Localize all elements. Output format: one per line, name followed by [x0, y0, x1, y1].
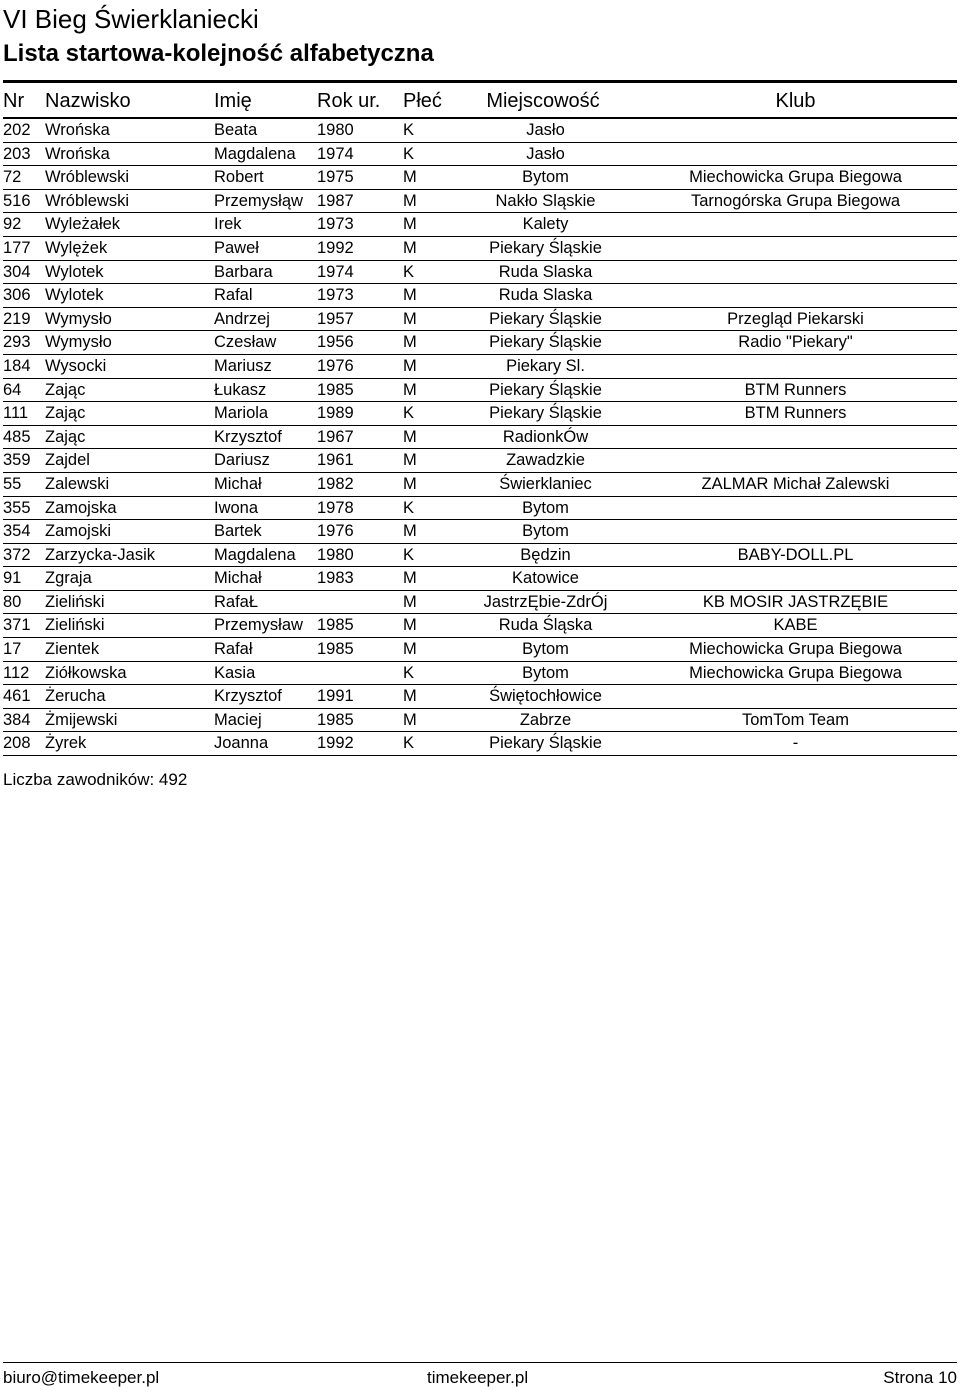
cell-miejscowosc: Katowice — [512, 569, 579, 588]
cell-miejscowosc: Bytom — [522, 498, 569, 517]
cell-miejscowosc: Piekary Śląskie — [489, 380, 602, 399]
cell-plec: M — [403, 356, 417, 375]
cell-miejscowosc: Świerklaniec — [499, 474, 592, 493]
header-plec: Płeć — [403, 90, 442, 112]
cell-nazwisko: Zając — [45, 380, 86, 399]
cell-rok: 1974 — [317, 262, 354, 281]
cell-rok: 1985 — [317, 380, 354, 399]
cell-miejscowosc: Nakło Sląskie — [495, 191, 596, 210]
table-row — [3, 685, 957, 709]
cell-plec: M — [403, 309, 417, 328]
cell-nazwisko: Wrońska — [45, 144, 110, 163]
cell-rok: 1985 — [317, 616, 354, 635]
cell-nazwisko: Zając — [45, 427, 86, 446]
start-list-table — [3, 85, 957, 756]
footer-rule — [3, 1362, 957, 1363]
table-row — [3, 308, 957, 332]
cell-nr: 17 — [3, 640, 22, 659]
cell-nazwisko: Zamojska — [45, 498, 117, 517]
cell-nazwisko: Wylotek — [45, 262, 104, 281]
cell-rok: 1956 — [317, 333, 354, 352]
cell-nr: 92 — [3, 215, 22, 234]
cell-nazwisko: Wróblewski — [45, 168, 130, 187]
cell-klub: Przegląd Piekarski — [727, 309, 864, 328]
cell-rok: 1991 — [317, 687, 354, 706]
cell-imie: Michał — [214, 474, 262, 493]
cell-imie: Paweł — [214, 238, 259, 257]
cell-miejscowosc: Będzin — [520, 545, 571, 564]
cell-nr: 371 — [3, 616, 31, 635]
cell-imie: Maciej — [214, 710, 262, 729]
table-row — [3, 426, 957, 450]
cell-miejscowosc: Piekary Śląskie — [489, 333, 602, 352]
cell-nazwisko: Zieliński — [45, 616, 105, 635]
table-row — [3, 331, 957, 355]
table-row — [3, 662, 957, 686]
cell-rok: 1978 — [317, 498, 354, 517]
cell-nazwisko: Wylotek — [45, 286, 104, 305]
cell-nazwisko: Zientek — [45, 640, 100, 659]
cell-plec: M — [403, 238, 417, 257]
cell-nazwisko: Zgraja — [45, 569, 92, 588]
cell-nr: 91 — [3, 569, 22, 588]
table-row — [3, 284, 957, 308]
cell-nr: 64 — [3, 380, 22, 399]
cell-imie: Michał — [214, 569, 262, 588]
cell-imie: Barbara — [214, 262, 273, 281]
cell-plec: M — [403, 215, 417, 234]
cell-plec: K — [403, 121, 415, 139]
cell-imie: Przemysłąw — [214, 191, 303, 210]
cell-nazwisko: Zalewski — [45, 474, 110, 493]
cell-miejscowosc: Jasło — [526, 121, 565, 139]
cell-imie: Bartek — [214, 522, 262, 541]
cell-miejscowosc: Piekary Sl. — [506, 356, 585, 375]
cell-plec: M — [403, 380, 417, 399]
cell-klub: Miechowicka Grupa Biegowa — [689, 168, 902, 187]
cell-plec: K — [403, 144, 415, 163]
header-rok: Rok ur. — [317, 90, 381, 112]
cell-imie: Iwona — [214, 498, 259, 517]
cell-rok: 1980 — [317, 545, 354, 564]
table-row — [3, 402, 957, 426]
participant-count: Liczba zawodników: 492 — [3, 770, 188, 789]
cell-klub: Miechowicka Grupa Biegowa — [689, 640, 902, 659]
cell-nazwisko: Ziółkowska — [45, 663, 127, 682]
header-imie: Imię — [214, 90, 252, 112]
cell-nazwisko: Zając — [45, 404, 86, 423]
table-row — [3, 544, 957, 568]
cell-plec: M — [403, 522, 417, 541]
cell-nazwisko: Żerucha — [45, 687, 106, 706]
cell-rok: 1976 — [317, 356, 354, 375]
cell-miejscowosc: Bytom — [522, 663, 569, 682]
table-row — [3, 497, 957, 521]
cell-nazwisko: Wrońska — [45, 121, 110, 139]
cell-rok: 1975 — [317, 168, 354, 187]
table-row — [3, 143, 957, 167]
cell-miejscowosc: Piekary Śląskie — [489, 309, 602, 328]
table-row — [3, 567, 957, 591]
cell-rok: 1992 — [317, 734, 354, 753]
cell-plec: M — [403, 427, 417, 446]
cell-nazwisko: Wysocki — [45, 356, 107, 375]
cell-nr: 359 — [3, 451, 31, 470]
cell-klub: TomTom Team — [742, 710, 849, 729]
cell-rok: 1976 — [317, 522, 354, 541]
table-row — [3, 190, 957, 214]
cell-nr: 80 — [3, 592, 22, 611]
cell-nr: 219 — [3, 309, 31, 328]
cell-nr: 72 — [3, 168, 22, 187]
cell-miejscowosc: Ruda Slaska — [498, 262, 593, 281]
cell-nr: 111 — [3, 404, 29, 423]
cell-rok: 1985 — [317, 710, 354, 729]
cell-nr: 203 — [3, 144, 31, 163]
cell-imie: Andrzej — [214, 309, 270, 328]
cell-nazwisko: Zarzycka-Jasik — [45, 545, 156, 564]
cell-miejscowosc: Jasło — [526, 144, 565, 163]
cell-plec: M — [403, 710, 417, 729]
footer-email: biuro@timekeeper.pl — [3, 1368, 160, 1387]
table-row — [3, 614, 957, 638]
cell-miejscowosc: Zabrze — [519, 710, 572, 729]
cell-nazwisko: Żyrek — [45, 734, 87, 753]
cell-nr: 304 — [3, 262, 31, 281]
footer-page-number: Strona 10 — [883, 1368, 957, 1387]
cell-nr: 202 — [3, 121, 31, 139]
cell-miejscowosc: RadionkÓw — [502, 427, 589, 446]
cell-klub: KB MOSIR JASTRZĘBIE — [702, 592, 889, 611]
cell-plec: K — [403, 663, 415, 682]
cell-rok: 1973 — [317, 286, 354, 305]
cell-klub: KABE — [773, 616, 818, 635]
cell-imie: Krzysztof — [214, 427, 282, 446]
cell-nazwisko: Wyleżałek — [45, 215, 121, 234]
header-miejscowosc: Miejscowość — [486, 90, 600, 112]
table-row — [3, 591, 957, 615]
cell-rok: 1957 — [317, 309, 354, 328]
table-row — [3, 473, 957, 497]
cell-nr: 372 — [3, 545, 31, 564]
cell-nr: 461 — [3, 687, 31, 706]
cell-nr: 355 — [3, 498, 31, 517]
cell-plec: K — [403, 404, 415, 423]
cell-nr: 184 — [3, 356, 31, 375]
table-row — [3, 213, 957, 237]
table-row — [3, 237, 957, 261]
header-rule — [3, 80, 957, 83]
table-row — [3, 520, 957, 544]
table-row — [3, 261, 957, 285]
cell-miejscowosc: Ruda Slaska — [498, 286, 593, 305]
cell-nazwisko: Zieliński — [45, 592, 105, 611]
cell-plec: M — [403, 640, 417, 659]
cell-miejscowosc: Ruda Śląska — [498, 616, 593, 635]
cell-imie: Łukasz — [214, 380, 267, 399]
cell-miejscowosc: Piekary Śląskie — [489, 238, 602, 257]
cell-rok: 1992 — [317, 238, 354, 257]
cell-rok: 1989 — [317, 404, 354, 423]
cell-imie: Mariusz — [214, 356, 272, 375]
cell-miejscowosc: Piekary Śląskie — [489, 404, 602, 423]
cell-imie: Dariusz — [214, 451, 270, 470]
cell-miejscowosc: JastrzĘbie-ZdrÓj — [483, 592, 608, 611]
table-row — [3, 119, 957, 143]
cell-plec: M — [403, 168, 417, 187]
cell-plec: M — [403, 592, 417, 611]
cell-miejscowosc: Bytom — [522, 640, 569, 659]
cell-klub: - — [792, 734, 799, 753]
page-title: VI Bieg Świerklaniecki — [3, 4, 259, 34]
table-row — [3, 709, 957, 733]
table-body — [3, 119, 957, 756]
cell-klub: Radio "Piekary" — [738, 333, 853, 352]
cell-rok: 1973 — [317, 215, 354, 234]
cell-plec: M — [403, 333, 417, 352]
cell-imie: Irek — [214, 215, 242, 234]
cell-rok: 1961 — [317, 451, 354, 470]
cell-rok: 1967 — [317, 427, 354, 446]
cell-imie: Kasia — [214, 663, 256, 682]
table-row — [3, 166, 957, 190]
cell-nr: 354 — [3, 522, 31, 541]
cell-rok: 1982 — [317, 474, 354, 493]
cell-plec: K — [403, 545, 415, 564]
cell-nazwisko: Żmijewski — [45, 710, 118, 729]
cell-nr: 485 — [3, 427, 31, 446]
cell-imie: RafaŁ — [214, 592, 259, 611]
page-subtitle: Lista startowa-kolejność alfabetyczna — [3, 40, 434, 67]
header-nr: Nr — [3, 90, 25, 112]
cell-rok: 1985 — [317, 640, 354, 659]
cell-rok: 1980 — [317, 121, 354, 139]
cell-imie: Mariola — [214, 404, 269, 423]
cell-rok: 1987 — [317, 191, 354, 210]
cell-plec: M — [403, 687, 417, 706]
cell-miejscowosc: Bytom — [522, 522, 569, 541]
cell-plec: K — [403, 734, 415, 753]
cell-imie: Czesław — [214, 333, 277, 352]
cell-rok: 1974 — [317, 144, 354, 163]
cell-nazwisko: Zamojski — [45, 522, 112, 541]
cell-plec: M — [403, 451, 417, 470]
table-row — [3, 355, 957, 379]
footer-site: timekeeper.pl — [427, 1368, 529, 1387]
table-row — [3, 449, 957, 473]
table-row — [3, 638, 957, 662]
table-row — [3, 732, 957, 756]
cell-nazwisko: Wymysło — [45, 309, 112, 328]
cell-imie: Przemysław — [214, 616, 303, 635]
cell-imie: Magdalena — [214, 144, 296, 163]
cell-miejscowosc: Bytom — [522, 168, 569, 187]
cell-klub: BTM Runners — [744, 404, 847, 423]
cell-miejscowosc: Świętochłowice — [489, 687, 602, 706]
cell-nr: 293 — [3, 333, 31, 352]
cell-plec: K — [403, 498, 415, 517]
cell-imie: Rafał — [214, 640, 253, 659]
cell-klub: Tarnogórska Grupa Biegowa — [690, 191, 901, 210]
cell-plec: K — [403, 262, 415, 281]
cell-klub: BABY-DOLL.PL — [737, 545, 854, 564]
cell-plec: M — [403, 286, 417, 305]
cell-klub: BTM Runners — [744, 380, 847, 399]
table-header-row — [3, 85, 957, 119]
cell-nazwisko: Wymysło — [45, 333, 112, 352]
cell-miejscowosc: Piekary Śląskie — [489, 734, 602, 753]
header-klub: Klub — [775, 90, 816, 112]
table-row — [3, 379, 957, 403]
cell-miejscowosc: Zawadzkie — [506, 451, 585, 470]
cell-nazwisko: Wróblewski — [45, 191, 130, 210]
cell-imie: Beata — [214, 121, 258, 139]
cell-nazwisko: Wylężek — [45, 238, 108, 257]
cell-nr: 306 — [3, 286, 31, 305]
cell-nazwisko: Zajdel — [45, 451, 90, 470]
cell-plec: M — [403, 616, 417, 635]
cell-plec: M — [403, 569, 417, 588]
cell-nr: 112 — [3, 663, 30, 682]
cell-miejscowosc: Kalety — [522, 215, 569, 234]
header-nazwisko: Nazwisko — [45, 90, 131, 112]
cell-nr: 384 — [3, 710, 31, 729]
cell-plec: M — [403, 474, 417, 493]
cell-rok: 1983 — [317, 569, 354, 588]
cell-nr: 208 — [3, 734, 31, 753]
cell-nr: 55 — [3, 474, 22, 493]
cell-nr: 177 — [3, 238, 31, 257]
cell-imie: Rafal — [214, 286, 253, 305]
cell-imie: Krzysztof — [214, 687, 282, 706]
cell-nr: 516 — [3, 191, 31, 210]
cell-imie: Robert — [214, 168, 264, 187]
cell-imie: Joanna — [214, 734, 269, 753]
cell-klub: ZALMAR Michał Zalewski — [701, 474, 890, 493]
cell-plec: M — [403, 191, 417, 210]
cell-imie: Magdalena — [214, 545, 296, 564]
cell-klub: Miechowicka Grupa Biegowa — [689, 663, 902, 682]
